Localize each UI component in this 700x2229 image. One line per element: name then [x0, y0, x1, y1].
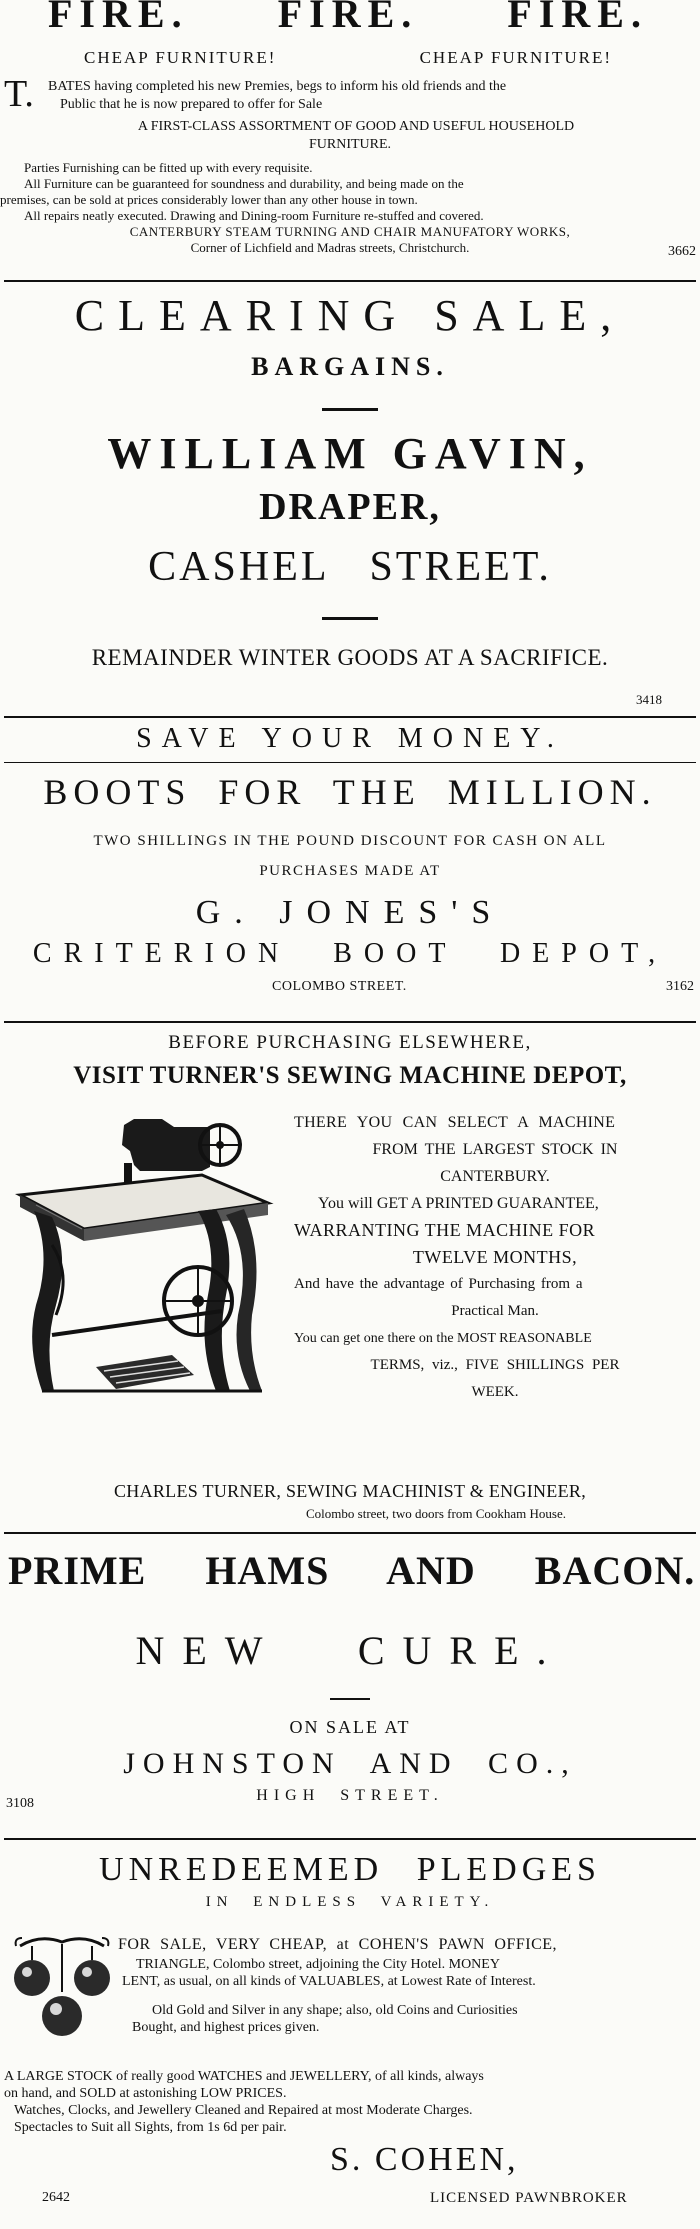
jones-name: G. JONES'S	[195, 894, 505, 931]
jones-street-row	[0, 979, 700, 999]
fire-body-line: All repairs neatly executed. Drawing and Dining-room Furniture re-stuffed and covered.	[24, 208, 484, 223]
cohen-stock-line: on hand, and SOLD at astonishing LOW PRICES.	[4, 2086, 287, 2101]
cohen-pledges-ad	[0, 1850, 700, 2221]
pawnbroker-balls-icon	[10, 1932, 114, 2050]
short-rule	[322, 408, 378, 411]
turner-line-text: THERE YOU CAN SELECT A MACHINE	[294, 1114, 616, 1131]
before-purchasing: BEFORE PURCHASING ELSEWHERE,	[168, 1032, 532, 1053]
ad-divider	[4, 1838, 696, 1840]
ad-reference-number: 3662	[668, 244, 696, 259]
cheap-furniture-text: CHEAP FURNITURE!	[84, 48, 277, 67]
pawn-balls-illustration	[10, 1932, 114, 2050]
cohen-stock-line: Spectacles to Suit all Sights, from 1s 6d per pair.	[14, 2120, 287, 2135]
high-street: HIGH STREET.	[256, 1787, 444, 1804]
cohen-sale-line: LENT, as usual, on all kinds of VALUABLES, at Lowest Rate of Interest.	[122, 1974, 536, 1989]
gavin-name: WILLIAM GAVIN,	[107, 429, 593, 478]
drop-initial: T.	[4, 73, 34, 115]
turner-sewing-ad	[0, 1031, 700, 1532]
ad-reference-number: 3162	[666, 979, 694, 994]
turner-line: FROM THE LARGEST STOCK IN	[372, 1141, 618, 1158]
turner-address: Colombo street, two doors from Cookham House.	[306, 1506, 566, 1521]
fire-body-line: Parties Furnishing can be fitted up with every requisite.	[24, 160, 313, 175]
johnston-name: JOHNSTON AND CO.,	[123, 1747, 577, 1780]
cohen-stock-block	[4, 2068, 696, 2136]
bates-intro	[0, 73, 700, 118]
works-line: CANTERBURY STEAM TURNING AND CHAIR MANUFATORY WORKS,	[129, 224, 571, 239]
cohen-gold-line: Bought, and highest prices given.	[132, 2020, 320, 2035]
prime-hams-headline	[0, 1548, 700, 1594]
cohen-stock-line: A LARGE STOCK of really good WATCHES and JEWELLERY, of all kinds, always	[4, 2069, 484, 2084]
ad-divider	[4, 280, 696, 282]
turner-line: Practical Man.	[451, 1303, 539, 1319]
turner-line: And have the advantage of Purchasing from a	[294, 1276, 583, 1292]
sewing-machine-icon	[12, 1105, 274, 1405]
ad-divider	[4, 1532, 696, 1534]
turner-line: You will GET A PRINTED GUARANTEE,	[318, 1195, 599, 1212]
intro-line: Public that he is now prepared to offer for Sale	[60, 97, 323, 112]
jones-boot-ad	[0, 722, 700, 1021]
fire-word: FIRE.	[507, 0, 648, 36]
ad-reference-number: 3418	[636, 692, 662, 707]
save-money-headline: SAVE YOUR MONEY.	[136, 723, 564, 754]
turner-details	[294, 1109, 696, 1406]
colombo-street: COLOMBO STREET.	[272, 979, 407, 994]
ad-divider	[4, 762, 696, 763]
licensed-pawnbroker: LICENSED PAWNBROKER	[430, 2190, 628, 2206]
fire-word: FIRE.	[277, 0, 419, 36]
draper-word: DRAPER,	[259, 486, 441, 528]
cohen-stock-line: Watches, Clocks, and Jewellery Cleaned and Repaired at most Moderate Charges.	[14, 2103, 473, 2118]
remainder-offer: REMAINDER WINTER GOODS AT A SACRIFICE.	[91, 645, 609, 670]
ad-divider	[4, 1021, 696, 1023]
turner-signature: CHARLES TURNER, SEWING MACHINIST & ENGINEER,	[113, 1481, 587, 1501]
johnston-hams-ad	[0, 1548, 700, 1838]
fire-body-line: All Furniture can be guaranteed for soundness and durability, and being made on the	[24, 176, 464, 191]
on-sale-at: ON SALE AT	[289, 1717, 411, 1737]
fire-address: Corner of Lichfield and Madras streets, Christchurch.	[190, 240, 470, 255]
clearing-sale-headline: CLEARING SALE,	[74, 291, 626, 340]
ad-reference-number: 3108	[6, 1796, 34, 1811]
sewing-machine-illustration	[12, 1105, 274, 1405]
criterion-depot: CRITERION BOOT DEPOT,	[32, 938, 668, 969]
cohen-name: S. COHEN,	[330, 2141, 519, 2178]
turner-headline: VISIT TURNER'S SEWING MACHINE DEPOT,	[73, 1062, 627, 1089]
intro-line: BATES having completed his new Premies, begs to inform his old friends and the	[48, 79, 507, 94]
turner-line: CANTERBURY.	[440, 1168, 550, 1185]
turner-line: TERMS, viz., FIVE SHILLINGS PER	[370, 1357, 620, 1373]
cohen-sale-block	[118, 1936, 696, 2036]
cashel-street: CASHEL STREET.	[148, 544, 552, 590]
cohen-sale-line: TRIANGLE, Colombo street, adjoining the City Hotel. MONEY	[136, 1957, 500, 1972]
bargains-subhead: BARGAINS.	[251, 352, 449, 381]
ad-reference-number: 2642	[42, 2190, 70, 2205]
new-cure-subhead: NEW CURE.	[135, 1628, 565, 1673]
discount-line: PURCHASES MADE AT	[259, 863, 441, 879]
turner-line	[294, 1109, 696, 1136]
turner-line: You can get one there on the MOST REASONABLE	[294, 1331, 592, 1346]
turner-line: WEEK.	[471, 1384, 519, 1400]
assortment-line: FURNITURE.	[308, 137, 392, 152]
endless-variety: IN ENDLESS VARIETY.	[205, 1894, 495, 1910]
unredeemed-headline: UNREDEEMED PLEDGES	[99, 1851, 601, 1888]
cohen-sale-line	[118, 1936, 696, 1956]
gavin-draper-ad	[0, 290, 700, 716]
turner-line: WARRANTING THE MACHINE FOR	[294, 1220, 596, 1240]
boots-headline: BOOTS FOR THE MILLION.	[43, 772, 657, 812]
fire-subhead	[0, 48, 700, 68]
assortment-line: A FIRST-CLASS ASSORTMENT OF GOOD AND USEFUL HOUSEHOLD	[137, 119, 575, 134]
ad-divider	[4, 716, 696, 718]
turner-line: TWELVE MONTHS,	[412, 1247, 578, 1267]
discount-line: TWO SHILLINGS IN THE POUND DISCOUNT FOR CASH ON ALL	[93, 833, 607, 849]
prime-hams-text: PRIME HAMS AND BACON.	[8, 1548, 696, 1593]
fire-body-line: premises, can be sold at prices considerably lower than any other house in town.	[0, 192, 418, 207]
cohen-gold-line: Old Gold and Silver in any shape; also, old Coins and Curiosities	[152, 2003, 518, 2018]
cheap-furniture-text: CHEAP FURNITURE!	[419, 48, 612, 67]
short-rule	[322, 617, 378, 620]
fire-word: FIRE.	[48, 0, 189, 36]
short-rule	[330, 1698, 370, 1700]
fire-headline	[0, 0, 700, 36]
fire-furniture-ad	[0, 0, 700, 280]
cohen-sale-text: FOR SALE, VERY CHEAP, at COHEN'S PAWN OFFICE,	[118, 1936, 558, 1953]
